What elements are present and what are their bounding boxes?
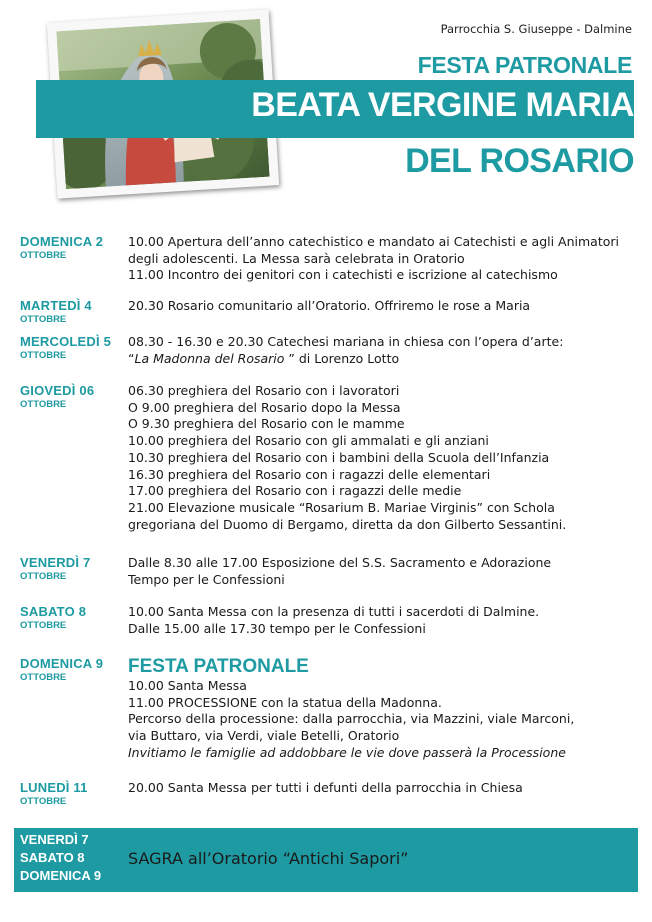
event-line: 10.00 Santa Messa [128, 678, 247, 693]
event-month: OTTOBRE [20, 796, 67, 807]
sagra-title: SAGRA all’Oratorio “Antichi Sapori” [128, 849, 409, 868]
event-day: DOMENICA 2 [20, 234, 104, 249]
event-line: Tempo per le Confessioni [128, 571, 285, 587]
event-day: DOMENICA 9 [20, 656, 104, 671]
event-line: 16.30 preghiera del Rosario con i ragazzi delle elementari [128, 466, 491, 482]
event-line: Percorso della processione: dalla parrocchia, via Mazzini, viale Marconi, [128, 711, 575, 727]
event-month: OTTOBRE [20, 250, 67, 261]
event-line: 11.00 PROCESSIONE con la statua della Madonna. [128, 694, 442, 710]
footer-day: VENERDÌ 7 [20, 832, 89, 847]
parish-name: Parrocchia S. Giuseppe - Dalmine [440, 22, 632, 36]
event-day: GIOVEDÌ 06 [20, 383, 95, 398]
event-line [128, 351, 638, 368]
event-line: 10.00 preghiera del Rosario con gli ammalati e gli anziani [128, 433, 489, 449]
event-month: OTTOBRE [20, 399, 67, 410]
event-line: O 9.30 preghiera del Rosario con le mamme [128, 416, 405, 432]
event-line: 08.30 - 16.30 e 20.30 Catechesi mariana in chiesa con l’opera d’arte: [128, 334, 564, 349]
event-day: VENERDÌ 7 [20, 555, 91, 570]
event-line: 17.00 preghiera del Rosario con i ragazzi delle medie [128, 483, 462, 499]
event-line: via Buttaro, via Verdi, viale Betelli, Oratorio [128, 728, 400, 744]
artwork-author: ” di Lorenzo Lotto [284, 350, 400, 366]
title-del-rosario: DEL ROSARIO [405, 142, 634, 180]
event-month: OTTOBRE [20, 314, 67, 325]
event-line: O 9.00 preghiera del Rosario dopo la Messa [128, 399, 401, 415]
event-day: SABATO 8 [20, 604, 87, 619]
title-beata-vergine-maria: BEATA VERGINE MARIA [251, 86, 634, 124]
event-line: 10.00 Apertura dell’anno catechistico e mandato ai Catechisti e agli Animatori [128, 234, 619, 249]
sagra-footer-band [14, 828, 638, 892]
event-line: gregoriana del Duomo di Bergamo, diretta da don Gilberto Sessantini. [128, 516, 567, 532]
event-invitation-line: Invitiamo le famiglie ad addobbare le vie dove passerà la Processione [128, 744, 566, 760]
event-line: 11.00 Incontro dei genitori con i catechisti e iscrizione al catechismo [128, 267, 558, 283]
event-month: OTTOBRE [20, 620, 67, 631]
event-line: 06.30 preghiera del Rosario con i lavoratori [128, 383, 400, 398]
event-line: degli adolescenti. La Messa sarà celebrata in Oratorio [128, 250, 465, 266]
event-day: MERCOLEDÌ 5 [20, 334, 112, 349]
event-line: Dalle 15.00 alle 17.30 tempo per le Confessioni [128, 620, 426, 636]
footer-day: SABATO 8 [20, 850, 85, 865]
event-line: 10.30 preghiera del Rosario con i bambini della Scuola dell’Infanzia [128, 449, 550, 465]
title-festa-patronale: FESTA PATRONALE [417, 52, 632, 78]
event-month: OTTOBRE [20, 350, 67, 361]
event-month: OTTOBRE [20, 672, 67, 683]
footer-day: DOMENICA 9 [20, 868, 102, 883]
event-month: OTTOBRE [20, 571, 67, 582]
event-day: MARTEDÌ 4 [20, 298, 92, 313]
event-line: Dalle 8.30 alle 17.00 Esposizione del S.S. Sacramento e Adorazione [128, 555, 552, 570]
festa-patronale-subhead: FESTA PATRONALE [128, 656, 309, 677]
event-line: 20.30 Rosario comunitario all’Oratorio. Offriremo le rose a Maria [128, 298, 531, 313]
event-line: 21.00 Elevazione musicale “Rosarium B. Mariae Virginis” con Schola [128, 499, 555, 515]
event-line: 10.00 Santa Messa con la presenza di tutti i sacerdoti di Dalmine. [128, 604, 540, 619]
event-line: 20.00 Santa Messa per tutti i defunti della parrocchia in Chiesa [128, 780, 523, 795]
artwork-title: La Madonna del Rosario [134, 350, 285, 366]
quote-open: “ [128, 350, 135, 366]
event-day: LUNEDÌ 11 [20, 780, 88, 795]
